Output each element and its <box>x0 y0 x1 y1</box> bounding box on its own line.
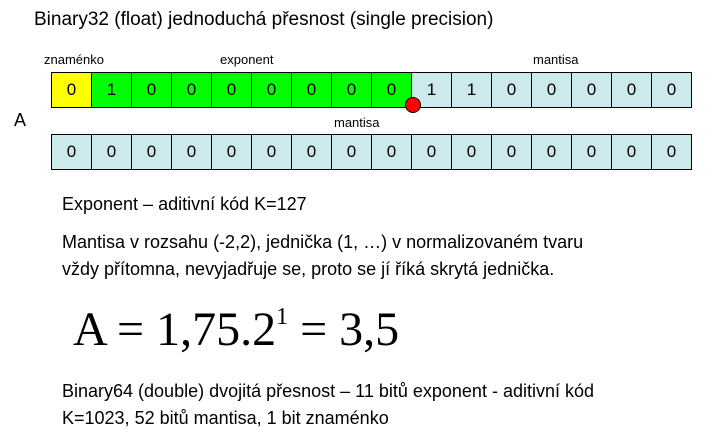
bit-cell: 1 <box>451 72 492 108</box>
bit-cell: 0 <box>571 134 612 170</box>
bit-cell: 0 <box>251 72 292 108</box>
bit-cell: 0 <box>171 134 212 170</box>
double-info-line2: K=1023, 52 bitů mantisa, 1 bit znaménko <box>62 408 389 428</box>
bit-cell: 0 <box>611 134 652 170</box>
bit-cell: 0 <box>651 134 692 170</box>
bit-cell: 0 <box>131 134 172 170</box>
hidden-bit-marker <box>405 97 421 113</box>
bit-cell: 0 <box>371 134 412 170</box>
bit-cell: 0 <box>491 72 532 108</box>
bit-cell: 0 <box>211 134 252 170</box>
bit-cell: 0 <box>531 72 572 108</box>
bit-cell: 0 <box>411 134 452 170</box>
mantissa-info-line2: vždy přítomna, nevyjadřuje se, proto se jí říká skrytá jednička. <box>62 259 555 279</box>
bit-row-upper <box>51 72 691 108</box>
bit-cell: 0 <box>291 72 332 108</box>
bit-cell: 0 <box>531 134 572 170</box>
bit-row-lower <box>51 134 691 170</box>
bit-cell: 0 <box>291 134 332 170</box>
bit-cell: 1 <box>91 72 132 108</box>
formula-rhs: = 3,5 <box>288 303 400 356</box>
bit-cell: 0 <box>491 134 532 170</box>
bit-cell: 0 <box>371 72 412 108</box>
formula <box>73 302 399 357</box>
bit-cell: 0 <box>91 134 132 170</box>
exponent-label: exponent <box>220 52 274 67</box>
bit-cell: 0 <box>171 72 212 108</box>
bit-cell: 0 <box>51 134 92 170</box>
bit-cell: 0 <box>611 72 652 108</box>
formula-lhs: A = 1,75.2 <box>73 303 277 356</box>
double-info-line1: Binary64 (double) dvojitá přesnost – 11 bitů exponent - aditivní kód <box>62 381 594 401</box>
bit-cell: 0 <box>131 72 172 108</box>
mantissa-info-line1: Mantisa v rozsahu (-2,2), jednička (1, …) v normalizovaném tvaru <box>62 232 584 252</box>
sign-label: znaménko <box>44 52 104 67</box>
formula-exponent: 1 <box>276 304 289 330</box>
bit-cell: 0 <box>451 134 492 170</box>
bit-cell: 0 <box>331 134 372 170</box>
row-label-a: A <box>14 110 27 130</box>
bit-cell: 0 <box>571 72 612 108</box>
mantissa-label-bottom: mantisa <box>334 115 380 130</box>
bit-cell: 0 <box>651 72 692 108</box>
mantissa-label-top: mantisa <box>533 52 579 67</box>
bit-cell: 0 <box>51 72 92 108</box>
exponent-info: Exponent – aditivní kód K=127 <box>62 194 307 214</box>
bit-cell: 1 <box>411 72 452 108</box>
bit-cell: 0 <box>211 72 252 108</box>
bit-cell: 0 <box>251 134 292 170</box>
bit-cell: 0 <box>331 72 372 108</box>
page-title: Binary32 (float) jednoduchá přesnost (single precision) <box>34 9 494 30</box>
